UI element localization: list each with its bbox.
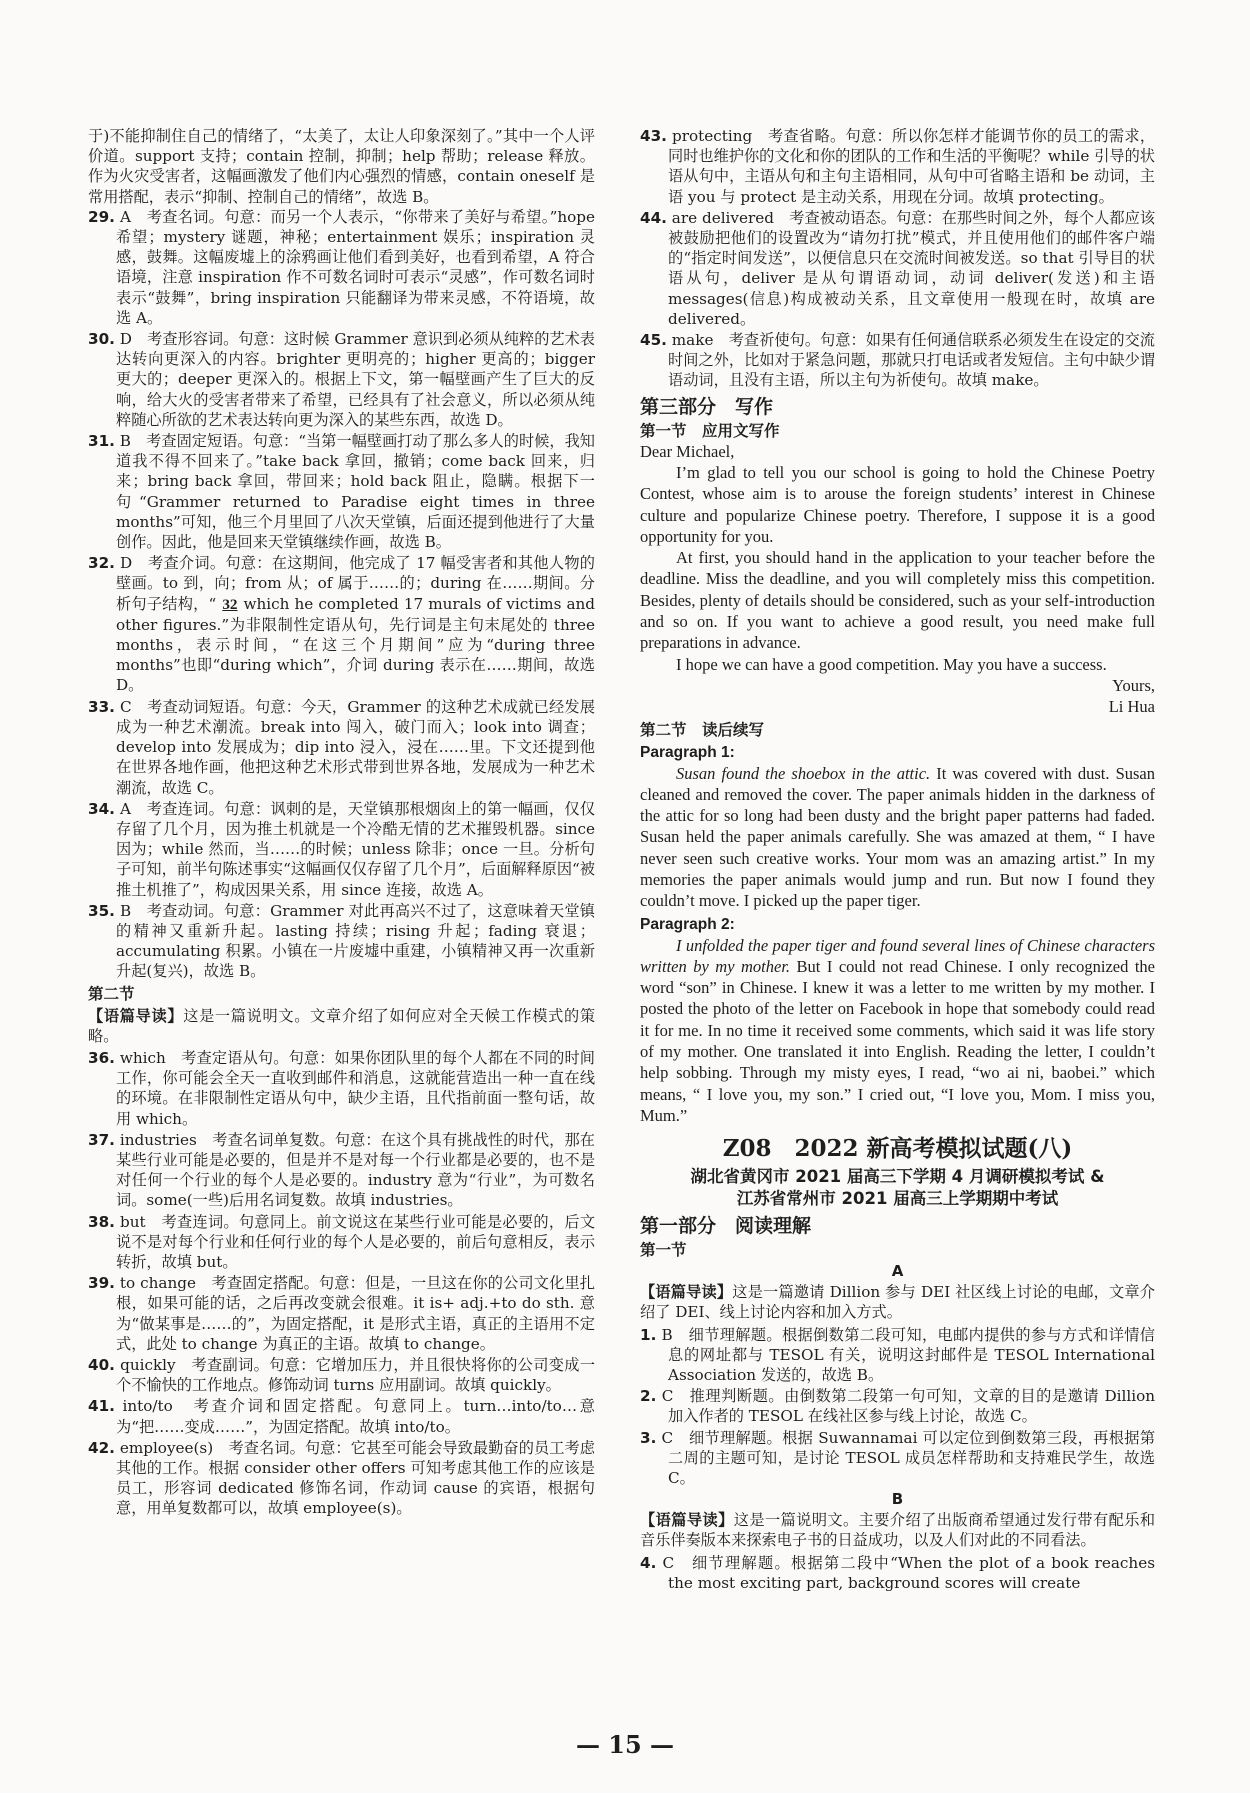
reading-guide — [88, 1006, 595, 1046]
letter-paragraph: I’m glad to tell you our school is going to hold the Chinese Poetry Contest, whose aim is to arouse the foreign students’ interest in Chinese culture and popularize Chinese poetry. Therefore, I suppose it is a good opportunity for you. — [640, 462, 1155, 546]
answer-item — [88, 1355, 595, 1395]
item-number: 45. — [640, 331, 667, 350]
item-explanation: B 考查动词。句意：Grammer 对此再高兴不过了，这意味着天堂镇的精神又重新升起。lasting 持续；rising 升起；fading 衰退；accumulating 积累。小镇在一片废墟中重建，小镇精神又再一次重新升起(复兴)，故选 B。 — [116, 901, 595, 981]
answer-item — [88, 207, 595, 328]
page-number: — 15 — — [575, 1730, 675, 1759]
part-3-heading: 第三部分 写作 — [640, 395, 774, 418]
answer-item — [88, 1273, 595, 1354]
item-number: 35. — [88, 901, 115, 920]
item-number: 33. — [88, 697, 115, 716]
item-number: 2. — [640, 1387, 657, 1406]
paragraph-1-opening: Susan found the shoebox in the attic. — [676, 763, 931, 783]
item-number: 3. — [640, 1428, 657, 1447]
item-number: 42. — [88, 1438, 115, 1457]
item-explanation: D 考查形容词。句意：这时候 Grammer 意识到必须从纯粹的艺术表达转向更深入的内容。brighter 更明亮的；higher 更高的；bigger 更大的；deeper 更深入的。根据上下文，第一幅壁画产生了巨大的反响，给大火的受害者带来了希望，已经具有了社会意义，所以必须从纯粹随心所欲的艺术表达转向更为深入的某些东西，故选 D。 — [116, 330, 595, 429]
answer-item — [88, 553, 595, 695]
answer-item — [640, 208, 1155, 329]
answer-item — [88, 329, 595, 430]
item-explanation: but 考查连词。句意同上。前文说这在某些行业可能是必要的，后文说不是对每个行业和任何行业的每个人是必要的，前后句意相反，表示转折，故填 but。 — [116, 1212, 596, 1271]
right-column — [640, 126, 1155, 1594]
guide-text: 这是一篇说明文。主要介绍了出版商希望通过发行带有配乐和音乐伴奏版本来探索电子书的日益成功，以及人们对此的不同看法。 — [640, 1511, 1156, 1550]
letter-paragraph: At first, you should hand in the application to your teacher before the deadline. Miss the deadline, and you will completely miss this competition. Besides, plenty of details should be considered, such as your self-introduction and so on. If you want to achieve a good result, you need make full preparations in advance. — [640, 548, 1155, 653]
item-explanation: C 考查动词短语。句意：今天，Grammer 的这种艺术成就已经发展成为一种艺术潮流。break into 闯入，破门而入；look into 调查；develop into 发展成为；dip into 浸入，浸在……里。下文还提到他在世界各地作画，他把这种艺术形式带到世界各地，发展成为一种艺术潮流，故选 C。 — [116, 697, 596, 797]
writing-section-1-heading: 第一节 应用文写作 — [640, 421, 780, 440]
paragraph-1-text — [640, 763, 1155, 912]
letter-closing: Yours, — [1112, 675, 1155, 695]
letter-paragraph: I hope we can have a good competition. May you have a success. — [676, 654, 1107, 674]
item-explanation: are delivered 考查被动语态。句意：在那些时间之外，每个人都应该被鼓励把他们的设置改为“请勿打扰”模式，并且使用他们的邮件客户端的“指定时间发送”，以便信息只在交流时间被发送。so that 引导目的状语从句，deliver 是从句谓语动词，动词 deliver(发送)和主语 messages(信息)构成被动关系，且文章使用一般现在时，故填 are delivered。 — [668, 208, 1156, 328]
letter-signature: Li Hua — [1108, 697, 1155, 717]
item-explanation: which he completed 17 murals of victims and other figures.”为非限制性定语从句，先行词是主句末尾处的 three months，表示时间，“在这三个月期间”应为“during three months”也即“during which”，介词 during 表示在……期间，故选 D。 — [116, 594, 595, 695]
answer-item — [640, 330, 1155, 391]
passage-b-guide — [640, 1510, 1155, 1550]
item-number: 4. — [640, 1553, 657, 1572]
test-title: Z08 2022 新高考模拟试题(八) — [722, 1135, 1073, 1163]
item-number: 43. — [640, 127, 667, 145]
answer-item — [88, 901, 595, 982]
item-number: 32. — [88, 554, 115, 573]
intro-paragraph: 于)不能抑制住自己的情绪了，“太美了，太让人印象深刻了。”其中一个人评价道。support 支持；contain 控制，抑制；help 帮助；release 释放。作为火灾受害者，这幅画激发了他们内心强烈的情感，contain oneself 是常用搭配，表示“抑制、控制自己的情绪”，故选 B。 — [88, 127, 595, 206]
item-explanation: C 推理判断题。由倒数第二段第一句可知，文章的目的是邀请 Dillion 加入作者的 TESOL 在线社区参与线上讨论，故选 C。 — [661, 1387, 1155, 1426]
part-1-heading: 第一部分 阅读理解 — [640, 1215, 812, 1238]
item-number: 31. — [88, 432, 115, 451]
answer-item — [640, 1428, 1155, 1489]
section-2-heading: 第二节 — [88, 984, 135, 1003]
item-number: 38. — [88, 1212, 115, 1231]
item-explanation: to change 考查固定搭配。句意：但是，一旦这在你的公司文化里扎根，如果可能的话，之后再改变就会很难。it is+ adj.+to do sth. 意为“做某事是……的”，为固定搭配，it 是形式主语，真正的主语用不定式，此处 to change 为真正的主语。故填 to change。 — [116, 1274, 595, 1353]
answer-item — [88, 1438, 595, 1519]
item-explanation: employee(s) 考查名词。句意：它甚至可能会导致最勤奋的员工考虑其他的工作。根据 consider other offers 可知考虑其他工作的应该是员工，形容词 dedicated 修饰名词，作动词 cause 的宾语，根据句意，用单复数都可以，故填 employee(s)。 — [116, 1438, 595, 1518]
answer-item — [88, 1130, 595, 1211]
item-explanation: C 细节理解题。根据 Suwannamai 可以定位到倒数第三段，再根据第二周的主题可知，是讨论 TESOL 成员怎样帮助和支持难民学生，故选 C。 — [661, 1428, 1156, 1488]
item-number: 44. — [640, 208, 667, 227]
answer-item — [88, 431, 595, 552]
guide-text: 这是一篇说明文。文章介绍了如何应对全天候工作模式的策略。 — [88, 1006, 596, 1045]
item-number: 30. — [88, 330, 115, 349]
answer-item — [88, 1048, 595, 1129]
item-explanation: which 考查定语从句。句意：如果你团队里的每个人都在不同的时间工作，你可能会全天一直收到邮件和消息，这就能营造出一种一直在线的环境。在非限制性定语从句中，缺少主语，且代指前面一整句话，故用 which。 — [116, 1048, 595, 1128]
letter-salutation: Dear Michael, — [640, 441, 735, 461]
item-number: 39. — [88, 1274, 115, 1293]
item-number: 29. — [88, 207, 115, 226]
paragraph-1-body: It was covered with dust. Susan cleaned and removed the cover. The paper animals hidden in the darkness of the attic for so long had been dusty and the bright paper patterns had faded. Susan held the paper animals carefully. She was amazed at them, “ I have never seen such creative works. Your mom was an amazing artist.” In my memories the paper animals would jump and run. But now I found they couldn’t move. I picked up the paper tiger. — [640, 763, 1155, 911]
writing-section-2-heading: 第二节 读后续写 — [640, 720, 765, 739]
paragraph-2-opening: I unfolded the paper tiger and found several lines of Chinese characters written by my mother. — [640, 935, 1155, 976]
paragraph-1-label: Paragraph 1: — [640, 743, 735, 761]
answer-item — [640, 1386, 1155, 1426]
passage-a-label: A — [891, 1262, 904, 1281]
item-explanation: into/to 考查介词和固定搭配。句意同上。turn…into/to…意为“把……变成……”，为固定搭配。故填 into/to。 — [116, 1397, 595, 1436]
item-number: 40. — [88, 1355, 115, 1374]
item-number: 37. — [88, 1130, 115, 1149]
paragraph-2-text — [640, 935, 1155, 1127]
item-explanation: B 考查固定短语。句意：“当第一幅壁画打动了那么多人的时候，我知道我不得不回来了。”take back 拿回，撤销；come back 回来，归来；bring back 拿回，带回来；hold back 阻止，隐瞒。根据下一句“Grammer returned to Paradise eight times in three months”可知，他三个月里回了八次天堂镇，后面还提到他进行了大量创作。因此，他是回来天堂镇继续作画，故选 B。 — [116, 432, 595, 552]
guide-tag: 【语篇导读】 — [88, 1006, 184, 1025]
item-number: 34. — [88, 799, 115, 818]
item-number: 41. — [88, 1397, 115, 1416]
reading-section-1-heading: 第一节 — [640, 1241, 687, 1260]
item-explanation: B 细节理解题。根据倒数第二段可知，电邮内提供的参与方式和详情信息的网址都与 TESOL 有关，说明这封邮件是 TESOL International Association 发送的，故选 B。 — [661, 1325, 1155, 1385]
answer-item — [88, 1212, 595, 1273]
item-explanation: D 考查介词。句意：在这期间，他完成了 17 幅受害者和其他人物的壁画。to 到，向；from 从；of 属于……的；during 在……期间。分析句子结构，“ — [116, 554, 595, 613]
item-explanation: make 考查祈使句。句意：如果有任何通信联系必须发生在设定的交流时间之外，比如对于紧急问题，那就只打电话或者发短信。主句中缺少谓语动词，且没有主语，所以主句为祈使句。故填 make。 — [668, 331, 1155, 390]
answer-item — [640, 126, 1155, 207]
item-explanation: C 细节理解题。根据第二段中“When the plot of a book reaches the most exciting part, background scores will create — [662, 1553, 1155, 1592]
item-explanation: A 考查名词。句意：而另一个人表示，“你带来了美好与希望。”hope 希望；mystery 谜题，神秘；entertainment 娱乐；inspiration 灵感，鼓舞。这幅废墟上的涂鸦画让他们看到美好，也看到希望，A 符合语境，注意 inspiration 作不可数名词时可表示“灵感”，作可数名词时表示“鼓舞”，bring inspiration 只能翻译为带来灵感，不符语境，故选 A。 — [116, 207, 595, 327]
left-column — [88, 126, 595, 1520]
paragraph-2-label: Paragraph 2: — [640, 915, 735, 933]
test-subtitle-2: 江苏省常州市 2021 届高三上学期期中考试 — [736, 1189, 1059, 1209]
answer-item — [640, 1325, 1155, 1386]
paragraph-2-body: But I could not read Chinese. I only recognized the word “son” in Chinese. I knew it was a letter to me written by my mother. I posted the photo of the letter on Facebook in hope that somebody could read it for me. In no time it received some comments, which said it was life story of my mother. One translated it into English. Reading the letter, I couldn’t help sobbing. Through my misty eyes, I read, “wo ai ni, baobei.” which means, “ I love you, my son.” I cried out, “I love you, Mom. I miss you, Mum.” — [640, 956, 1155, 1125]
blank-number: 32 — [222, 595, 238, 613]
test-subtitle-1: 湖北省黄冈市 2021 届高三下学期 4 月调研模拟考试 & — [690, 1167, 1105, 1187]
item-explanation: quickly 考查副词。句意：它增加压力，并且很快将你的公司变成一个不愉快的工作地点。修饰动词 turns 应用副词。故填 quickly。 — [116, 1355, 596, 1395]
item-number: 1. — [640, 1325, 657, 1344]
guide-text: 这是一篇邀请 Dillion 参与 DEI 社区线上讨论的电邮，文章介绍了 DEI、线上讨论内容和加入方式。 — [640, 1283, 1156, 1322]
passage-b-label: B — [891, 1490, 904, 1509]
item-explanation: industries 考查名词单复数。句意：在这个具有挑战性的时代，那在某些行业可能是必要的，但是并不是对每一个行业都是必要的，也不是对任何一个行业的每个人是必要的。industry 意为“行业”，为可数名词。some(一些)后用名词复数。故填 industries。 — [116, 1130, 595, 1210]
answer-item — [88, 1396, 595, 1436]
passage-a-guide — [640, 1282, 1155, 1322]
item-number: 36. — [88, 1048, 115, 1067]
answer-item — [88, 697, 595, 798]
answer-item — [640, 1553, 1155, 1593]
item-explanation: A 考查连词。句意：讽刺的是，天堂镇那根烟囱上的第一幅画，仅仅存留了几个月，因为推土机就是一个冷酷无情的艺术摧毁机器。since 因为；while 然而，当……的时候；unless 除非；once 一旦。分析句子可知，前半句陈述事实“这幅画仅仅存留了几个月”，后面解释原因“被推土机推了”，构成因果关系，用 since 连接，故选 A。 — [116, 799, 596, 899]
answer-item — [88, 799, 595, 900]
guide-tag: 【语篇导读】 — [640, 1511, 734, 1530]
guide-tag: 【语篇导读】 — [640, 1283, 733, 1302]
item-explanation: protecting 考查省略。句意：所以你怎样才能调节你的员工的需求，同时也维护你的文化和你的团队的工作和生活的平衡呢？while 引导的状语从句中，主语从句和主句主语相同，从句中可省略主语和 be 动词，主语 you 与 protect 是主动关系，用现在分词。故填 protecting。 — [668, 127, 1156, 206]
